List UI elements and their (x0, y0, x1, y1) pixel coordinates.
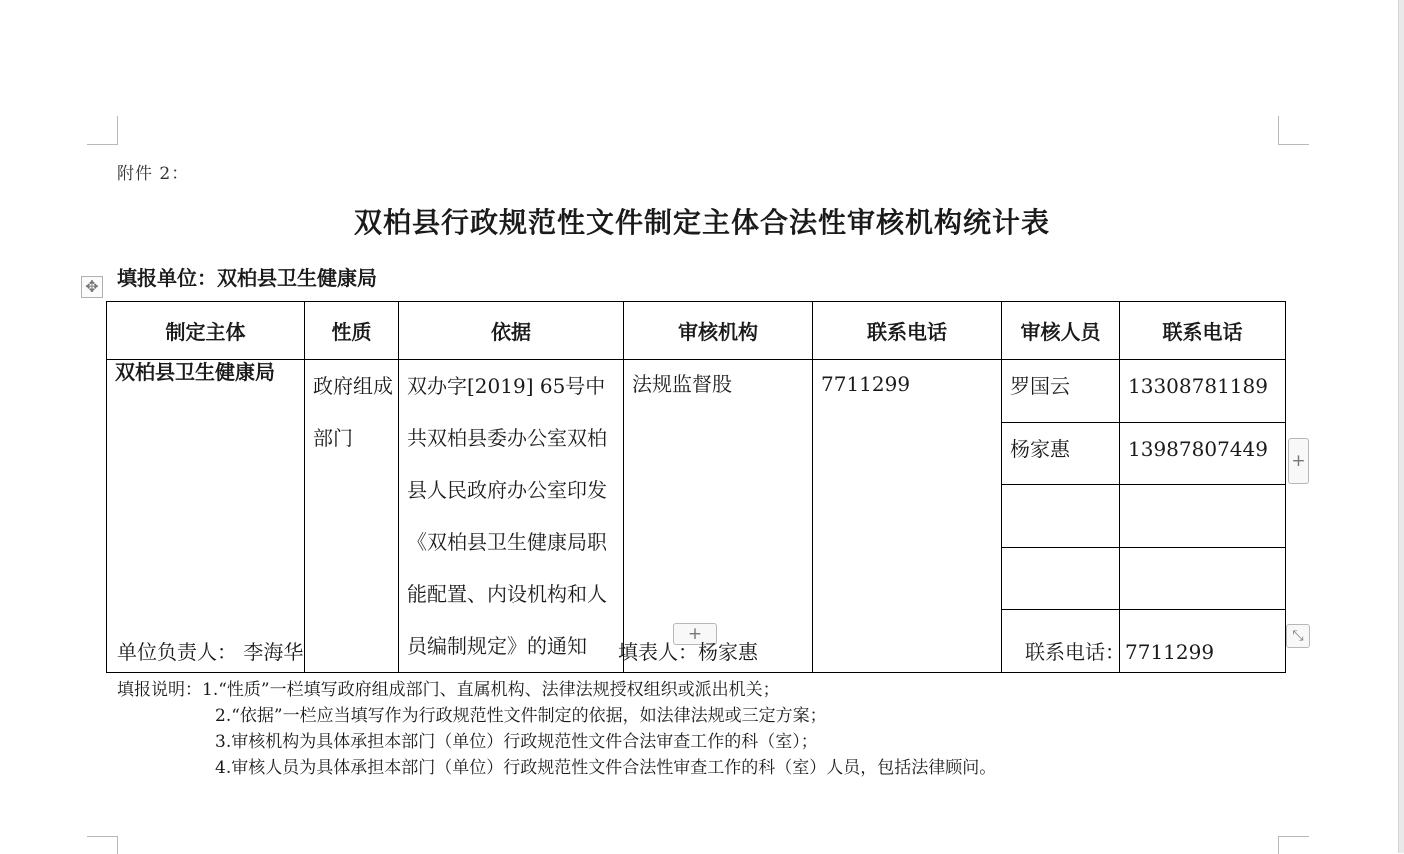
cell-reviewer-phone[interactable] (1120, 547, 1286, 610)
contact-phone: 联系电话：7711299 (1025, 640, 1215, 664)
page-edge (1398, 0, 1404, 853)
cell-basis[interactable]: 双办字[2019] 65号中共双柏县委办公室双柏县人民政府办公室印发《双柏县卫生健康局职能配置、内设机构和人员编制规定》的通知 (399, 360, 624, 673)
cell-reviewer-phone[interactable]: 13987807449 (1120, 422, 1286, 485)
responsible-person: 单位负责人： 李海华 (117, 640, 304, 664)
note-line: 2.“依据”一栏应当填写作为行政规范性文件制定的依据，如法律法规或三定方案； (215, 706, 827, 726)
cell-reviewer-name[interactable]: 罗国云 (1002, 360, 1120, 423)
cell-review-org[interactable]: 法规监督股 (624, 360, 813, 673)
header-org-phone[interactable]: 联系电话 (813, 302, 1002, 360)
cell-reviewer-name[interactable]: 杨家惠 (1002, 422, 1120, 485)
header-nature[interactable]: 性质 (305, 302, 399, 360)
header-subject[interactable]: 制定主体 (107, 302, 305, 360)
crop-mark-top-left (87, 116, 118, 145)
table-row (107, 360, 1286, 423)
crop-mark-bottom-right (1278, 836, 1309, 854)
statistics-table (106, 301, 1286, 673)
cell-subject[interactable]: 双柏县卫生健康局 (107, 360, 305, 673)
crop-mark-bottom-left (87, 836, 118, 854)
cell-reviewer-name[interactable] (1002, 485, 1120, 548)
resize-icon[interactable]: ⤡ (1286, 624, 1310, 648)
header-review-org[interactable]: 审核机构 (624, 302, 813, 360)
cell-org-phone[interactable]: 7711299 (813, 360, 1002, 673)
header-reviewer-phone[interactable]: 联系电话 (1120, 302, 1286, 360)
note-line: 填报说明：1.“性质”一栏填写政府组成部门、直属机构、法律法规授权组织或派出机关； (117, 680, 780, 700)
add-column-button[interactable] (1288, 438, 1309, 484)
header-basis[interactable]: 依据 (399, 302, 624, 360)
crop-mark-top-right (1278, 116, 1309, 145)
cell-nature[interactable]: 政府组成部门 (305, 360, 399, 673)
form-filler: 填表人：杨家惠 (618, 640, 758, 664)
note-line: 3.审核机构为具体承担本部门（单位）行政规范性文件合法审查工作的科（室）； (215, 732, 818, 752)
plus-icon: + (1291, 451, 1306, 471)
document-title: 双柏县行政规范性文件制定主体合法性审核机构统计表 (353, 206, 1050, 239)
header-reviewer[interactable]: 审核人员 (1002, 302, 1120, 360)
cell-reviewer-name[interactable] (1002, 547, 1120, 610)
cell-reviewer-phone[interactable]: 13308781189 (1120, 360, 1286, 423)
attachment-label: 附件 2： (117, 164, 190, 184)
cell-reviewer-phone[interactable] (1120, 485, 1286, 548)
move-icon[interactable]: ✥ (81, 276, 103, 298)
filling-notes (117, 677, 996, 781)
plus-icon: + (687, 624, 703, 644)
fill-unit: 填报单位：双柏县卫生健康局 (117, 266, 377, 290)
header-row (107, 302, 1286, 360)
note-line: 4.审核人员为具体承担本部门（单位）行政规范性文件合法性审查工作的科（室）人员，包括法律顾问。 (215, 758, 997, 778)
